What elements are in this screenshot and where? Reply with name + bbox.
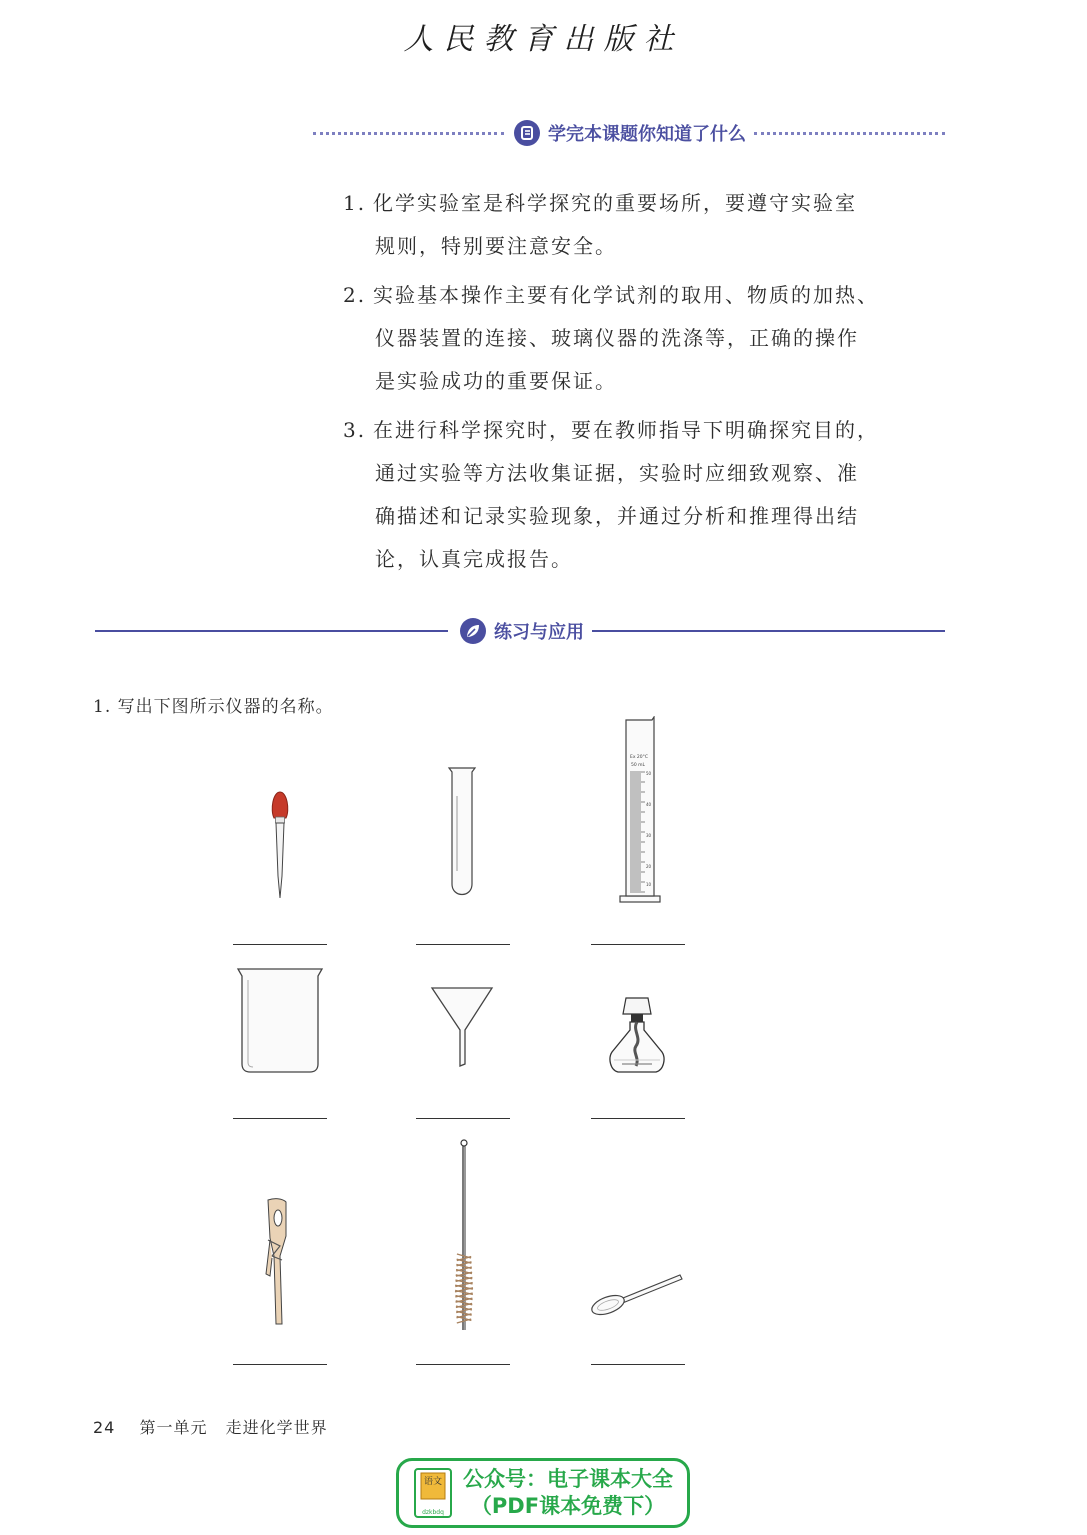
brush-bristle bbox=[457, 1319, 471, 1323]
item-number: 1. bbox=[343, 191, 367, 215]
medicine-spoon-icon bbox=[588, 1272, 684, 1316]
test-tube-holder-icon bbox=[258, 1196, 298, 1328]
cylinder-tick-label: 10 bbox=[646, 882, 652, 887]
publisher-logo: 人民教育出版社 bbox=[403, 22, 684, 57]
summary-item bbox=[343, 274, 953, 403]
cylinder-tick-label: 40 bbox=[646, 802, 652, 807]
summary-item bbox=[343, 409, 953, 581]
test-tube-brush-icon bbox=[446, 1138, 482, 1334]
exercise-heading bbox=[95, 618, 945, 644]
watermark-text bbox=[463, 1466, 673, 1520]
exercise-title: 练习与应用 bbox=[494, 622, 584, 643]
funnel-icon bbox=[430, 986, 494, 1068]
dotted-divider bbox=[754, 132, 945, 135]
answer-blank[interactable] bbox=[233, 1364, 327, 1365]
summary-icon bbox=[514, 120, 540, 146]
cylinder-label: 50 mL bbox=[631, 763, 646, 768]
dropper-icon bbox=[260, 788, 300, 903]
badge-bottom-text: dzkbdq bbox=[422, 1509, 444, 1516]
unit-label: 第一单元 bbox=[139, 1418, 208, 1437]
watermark-badge bbox=[396, 1458, 690, 1528]
graduated-cylinder-icon bbox=[616, 716, 664, 906]
solid-divider bbox=[95, 630, 448, 632]
item-text: 论，认真完成报告。 bbox=[375, 547, 573, 571]
summary-title: 学完本课题你知道了什么 bbox=[548, 124, 746, 145]
answer-blank[interactable] bbox=[233, 944, 327, 945]
answer-blank[interactable] bbox=[416, 1364, 510, 1365]
answer-blank[interactable] bbox=[233, 1118, 327, 1119]
test-tube-icon bbox=[444, 766, 480, 901]
answer-blank[interactable] bbox=[591, 1364, 685, 1365]
item-text: 在进行科学探究时，要在教师指导下明确探究目的， bbox=[373, 418, 879, 442]
question-1: 1. 写出下图所示仪器的名称。 bbox=[93, 697, 334, 717]
book-icon bbox=[413, 1467, 453, 1519]
cylinder-tick-label: 30 bbox=[646, 833, 652, 838]
answer-blank[interactable] bbox=[416, 1118, 510, 1119]
item-number: 3. bbox=[343, 418, 367, 442]
solid-divider bbox=[592, 630, 945, 632]
watermark-line2: （PDF课本免费下） bbox=[470, 1494, 666, 1518]
summary-item bbox=[343, 182, 953, 268]
cylinder-tick-label: 50 bbox=[646, 771, 652, 776]
summary-list bbox=[343, 182, 953, 587]
badge-top-text: 语文 bbox=[423, 1477, 443, 1487]
cylinder-label: Ex 20°C bbox=[630, 755, 649, 760]
alcohol-lamp-icon bbox=[604, 994, 670, 1078]
chapter-label: 走进化学世界 bbox=[225, 1418, 328, 1437]
item-text: 实验基本操作主要有化学试剂的取用、物质的加热、 bbox=[373, 283, 879, 307]
watermark-line1: 公众号：电子课本大全 bbox=[463, 1467, 673, 1491]
item-text: 通过实验等方法收集证据，实验时应细致观察、准 bbox=[375, 461, 859, 485]
answer-blank[interactable] bbox=[591, 944, 685, 945]
item-text: 仪器装置的连接、玻璃仪器的洗涤等，正确的操作 bbox=[375, 326, 859, 350]
answer-blank[interactable] bbox=[591, 1118, 685, 1119]
item-number: 2. bbox=[343, 283, 367, 307]
item-text: 化学实验室是科学探究的重要场所，要遵守实验室 bbox=[373, 191, 857, 215]
item-text: 规则，特别要注意安全。 bbox=[375, 234, 617, 258]
page-footer bbox=[93, 1415, 328, 1438]
cylinder-tick-label: 20 bbox=[646, 864, 652, 869]
summary-heading bbox=[313, 120, 945, 146]
item-text: 确描述和记录实验现象，并通过分析和推理得出结 bbox=[375, 504, 859, 528]
item-text: 是实验成功的重要保证。 bbox=[375, 369, 617, 393]
leaf-icon bbox=[460, 618, 486, 644]
page-number: 24 bbox=[93, 1418, 116, 1437]
dotted-divider bbox=[313, 132, 504, 135]
answer-blank[interactable] bbox=[416, 944, 510, 945]
beaker-icon bbox=[234, 966, 326, 1076]
